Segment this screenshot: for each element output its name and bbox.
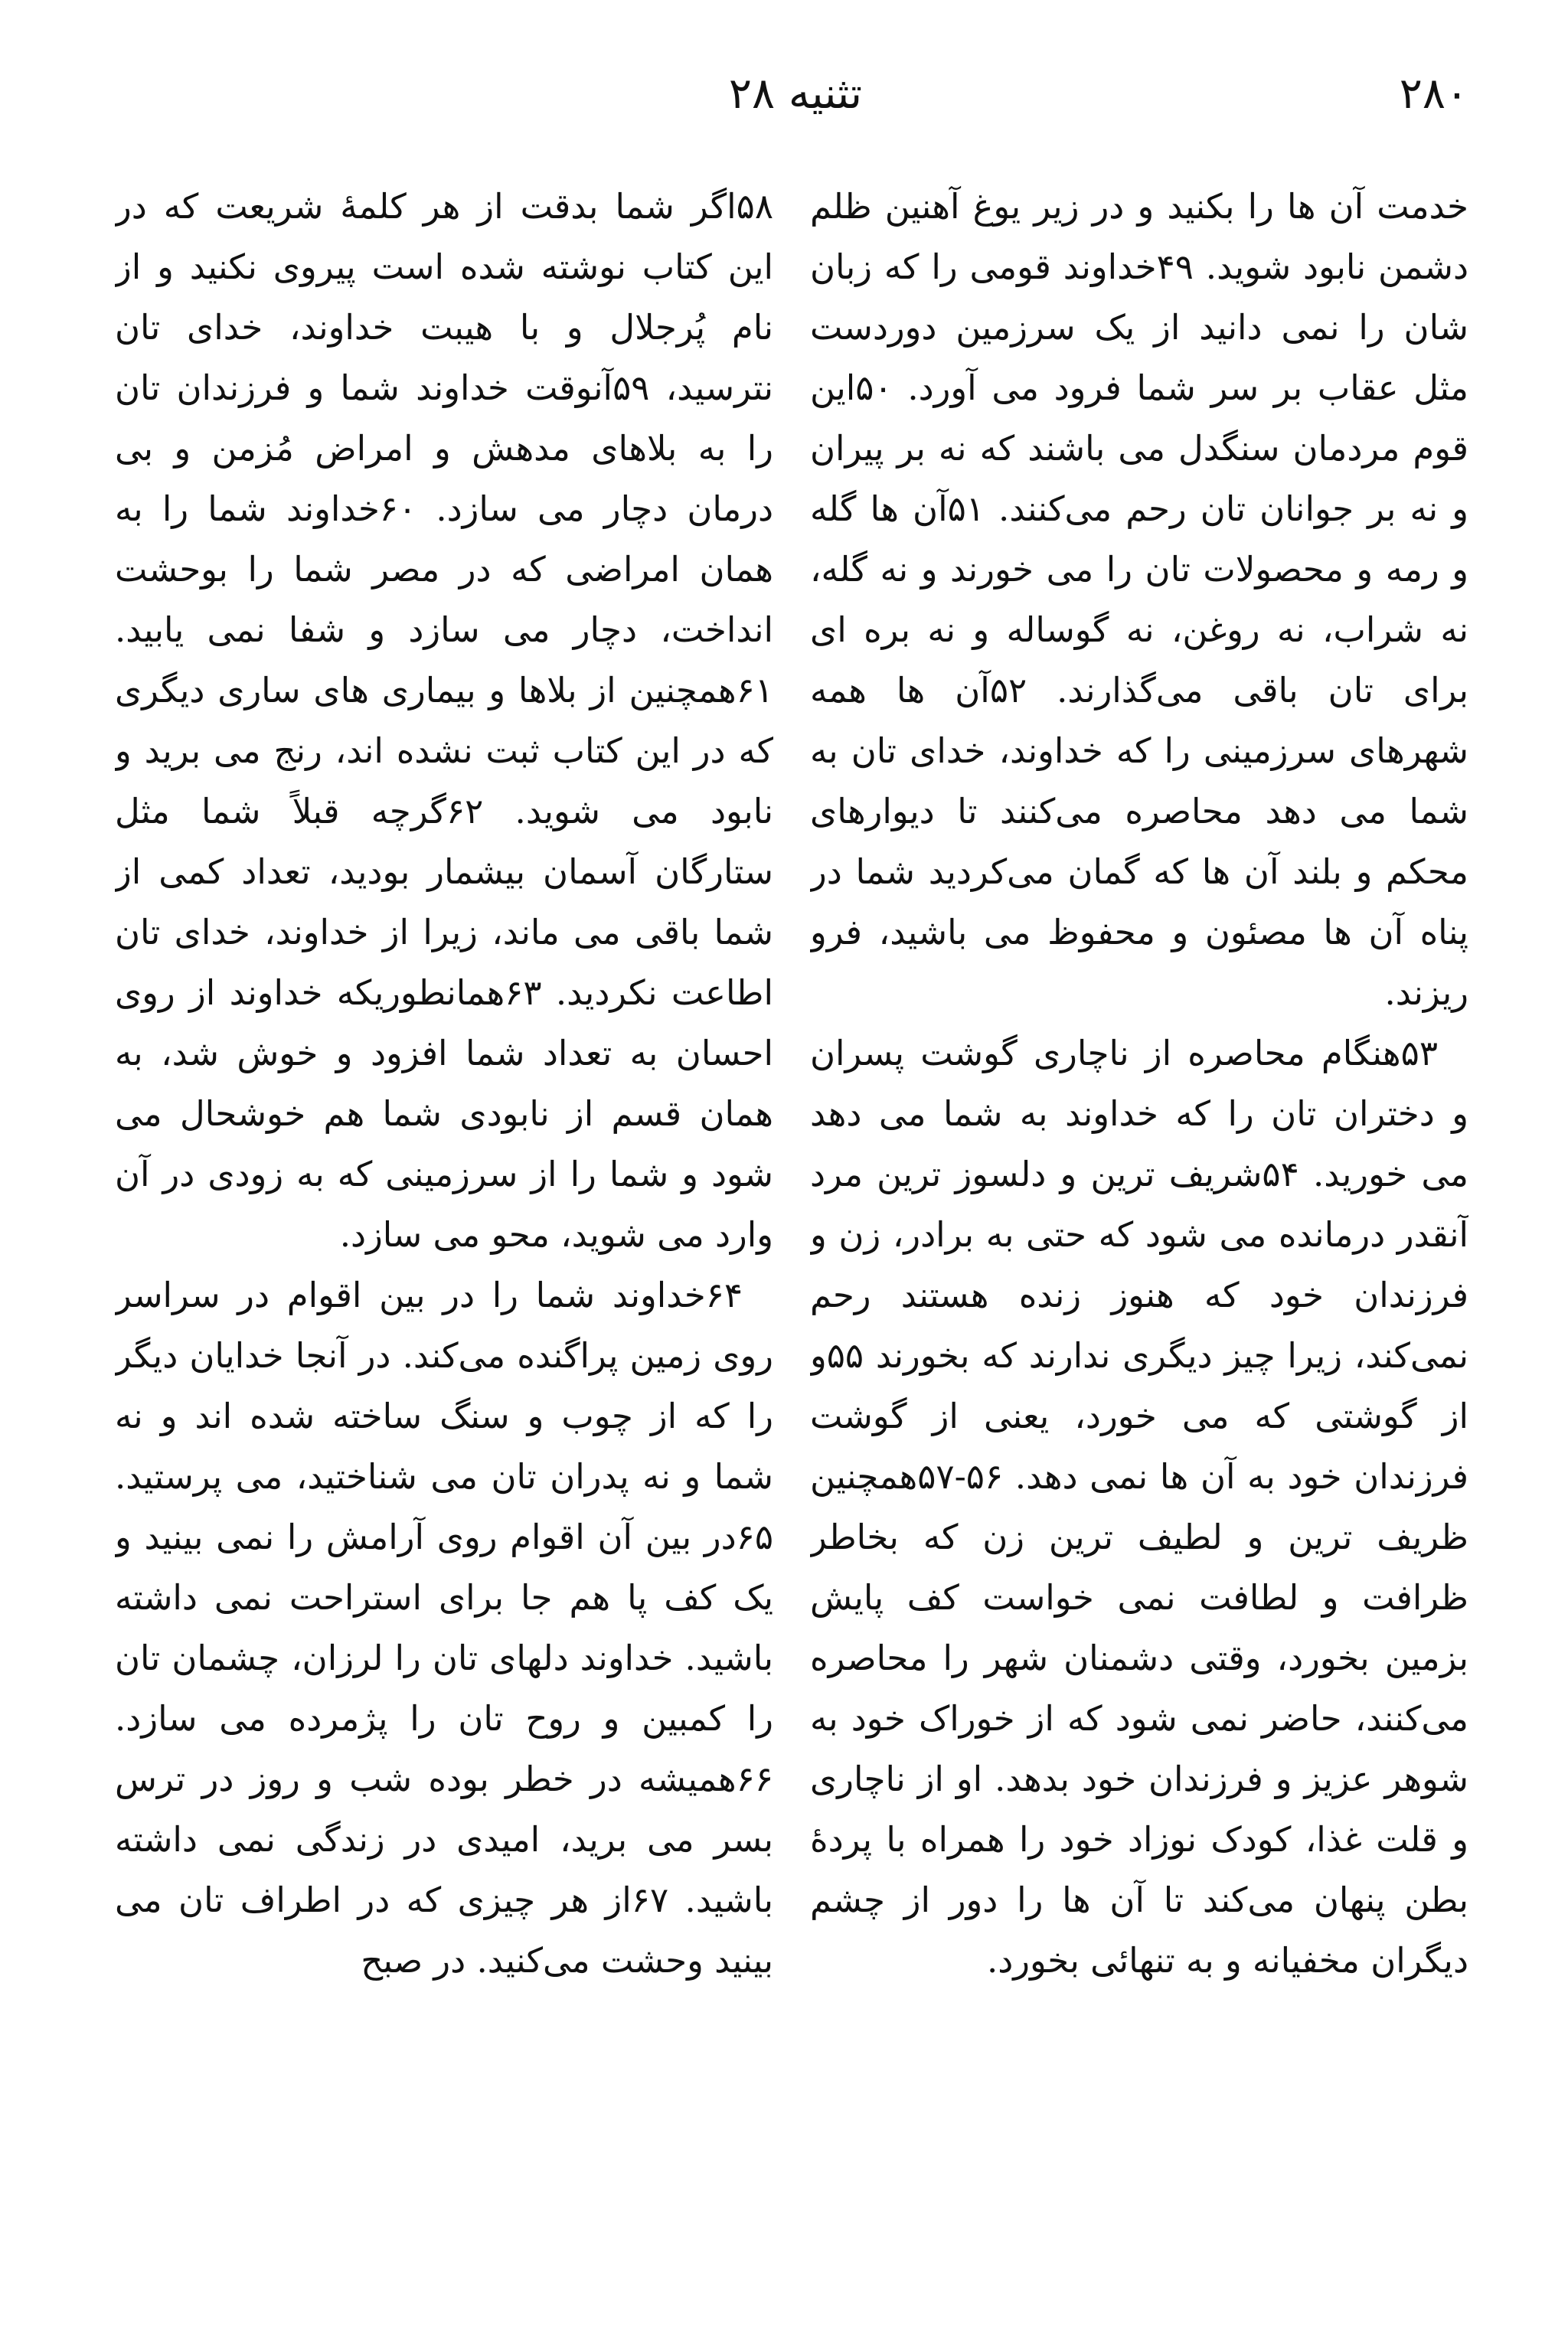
paragraph: ۵۳هنگام محاصره از ناچاری گوشت پسران و دختران تان را که خداوند به شما می دهد می خورید. ۵۴شریف ترین و دلسوز ترین مرد آنقدر درمانده می شود که حتی به برادر، زن و فرزندان خود که هنوز زنده هستند رحم نمی‌کند، زیرا چیز دیگری ندارند که بخورند ۵۵و از گوشتی که می خورد، یعنی از گوشت فرزندان خود به آن ها نمی دهد. ۵۶-۵۷همچنین ظریف ترین و لطیف ترین زن که بخاطر ظرافت و لطافت نمی خواست کف پایش بزمین بخورد، وقتی دشمنان شهر را محاصره می‌کنند، حاضر نمی شود که از خوراک خود به شوهر عزیز و فرزندان خود بدهد. او از ناچاری و قلت غذا، کودک نوزاد خود را همراه با پردهٔ بطن پنهان می‌کند تا آن ها را دور از چشم دیگران مخفیانه و به تنهائی بخورد. [810,1033,1468,1981]
right-column [810,176,1468,2298]
paragraph: ۵۸اگر شما بدقت از هر کلمهٔ شریعت که در این کتاب نوشته شده است پیروی نکنید و از نام پُرجلال و با هیبت خداوند، خدای تان نترسید، ۵۹آنوقت خداوند شما و فرزندان تان را به بلاهای مدهش و امراض مُزمن و بی درمان دچار می سازد. ۶۰خداوند شما را به همان امراضی که در مصر شما را بوحشت انداخت، دچار می سازد و شفا نمی یابید. ۶۱همچنین از بلاها و بیماری های ساری دیگری که در این کتاب ثبت نشده اند، رنج می برید و نابود می شوید. ۶۲گرچه قبلاً شما مثل ستارگان آسمان بیشمار بودید، تعداد کمی از شما باقی می ماند، زیرا از خداوند، خدای تان اطاعت نکردید. ۶۳همانطوریکه خداوند از روی احسان به تعداد شما افزود و خوش شد، به همان قسم از نابودی شما هم خوشحال می شود و شما را از سرزمینی که به زودی در آن وارد می شوید، محو می سازد. [115,186,773,1255]
left-column [115,176,773,2298]
paragraph: ۶۴خداوند شما را در بین اقوام در سراسر روی زمین پراگنده می‌کند. در آنجا خدایان دیگر را که از چوب و سنگ ساخته شده اند و نه شما و نه پدران تان می شناختید، می پرستید. ۶۵در بین آن اقوام روی آرامش را نمی بینید و یک کف پا هم جا برای استراحت نمی داشته باشید. خداوند دلهای تان را لرزان، چشمان تان را کمبین و روح تان را پژمرده می سازد. ۶۶همیشه در خطر بوده شب و روز در ترس بسر می برید، امیدی در زندگی نمی داشته باشید. ۶۷از هر چیزی که در اطراف تان می بینید وحشت می‌کنید. در صبح [115,1275,773,1981]
paragraph: خدمت آن ها را بکنید و در زیر یوغ آهنین ظلم دشمن نابود شوید. ۴۹خداوند قومی را که زبان شان را نمی دانید از یک سرزمین دوردست مثل عقاب بر سر شما فرود می آورد. ۵۰این قوم مردمان سنگدل می باشند که نه بر پیران و نه بر جوانان تان رحم می‌کنند. ۵۱آن ها گله و رمه و محصولات تان را می خورند و نه گله، نه شراب، نه روغن، نه گوساله و نه بره ای برای تان باقی می‌گذارند. ۵۲آن ها همه شهرهای سرزمینی را که خداوند، خدای تان به شما می دهد محاصره می‌کنند تا دیوارهای محکم و بلند آن ها که گمان می‌کردید شما در پناه آن ها مصئون و محفوظ می باشید، فرو ریزند. [810,186,1468,1013]
running-title: تثنیه ۲۸ [728,69,863,119]
text-columns [115,176,1468,2298]
page-number: ۲۸۰ [1399,69,1468,119]
page-header [122,60,1468,129]
